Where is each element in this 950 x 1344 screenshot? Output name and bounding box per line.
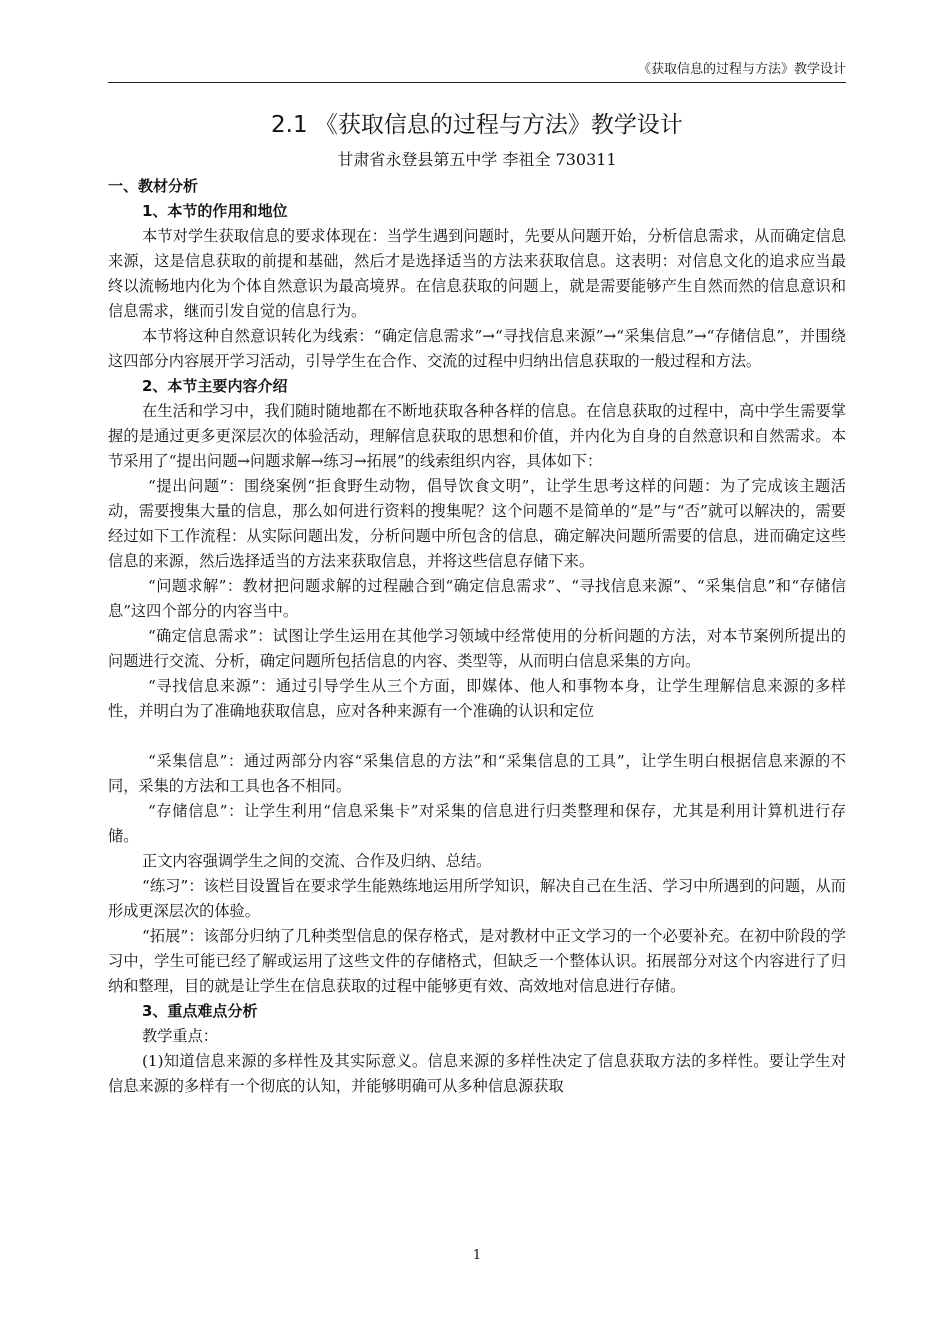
label-teaching-focus: 教学重点：: [142, 1027, 218, 1045]
paragraph: “采集信息”：通过两部分内容“采集信息的方法”和“采集信息的工具”，让学生明白根据信息来源的不同，采集的方法和工具也各不相同。: [108, 752, 846, 795]
paragraph: “存储信息”：让学生利用“信息采集卡”对采集的信息进行归类整理和保存，尤其是利用计算机进行存储。: [108, 802, 846, 845]
paragraph: 在生活和学习中，我们随时随地都在不断地获取各种各样的信息。在信息获取的过程中，高中学生需要掌握的是通过更多更深层次的体验活动，理解信息获取的思想和价值，并内化为自身的自然意识和自然需求。本节采用了“提出问题→问题求解→练习→拓展”的线索组织内容，具体如下：: [108, 402, 846, 470]
paragraph: (1)知道信息来源的多样性及其实际意义。信息来源的多样性决定了信息获取方法的多样性。要让学生对信息来源的多样有一个彻底的认知，并能够明确可从多种信息源获取: [108, 1052, 846, 1095]
paragraph: “练习”：该栏目设置旨在要求学生能熟练地运用所学知识，解决自己在生活、学习中所遇到的问题，从而形成更深层次的体验。: [108, 877, 846, 920]
document-body: [108, 174, 846, 1099]
subsection-heading-1-3: 3、重点难点分析: [142, 1002, 258, 1020]
page-number: 1: [472, 1248, 482, 1263]
paragraph: 本节对学生获取信息的要求体现在：当学生遇到问题时，先要从问题开始，分析信息需求，从而确定信息来源，这是信息获取的前提和基础，然后才是选择适当的方法来获取信息。这表明：对信息文化的追求应当最终以流畅地内化为个体自然意识为最高境界。在信息获取的问题上，就是需要能够产生自然而然的信息意识和信息需求，继而引发自觉的信息行为。: [108, 227, 846, 320]
paragraph: “问题求解”：教材把问题求解的过程融合到“确定信息需求”、“寻找信息来源”、“采集信息”和“存储信息”这四个部分的内容当中。: [108, 577, 846, 620]
running-header: 《获取信息的过程与方法》教学设计: [637, 62, 846, 77]
paragraph: 正文内容强调学生之间的交流、合作及归纳、总结。: [142, 852, 492, 870]
paragraph: “提出问题”：围绕案例“拒食野生动物，倡导饮食文明”，让学生思考这样的问题：为了完成该主题活动，需要搜集大量的信息，那么如何进行资料的搜集呢？这个问题不是简单的“是”与“否”就可以解决的，需要经过如下工作流程：从实际问题出发，分析问题中所包含的信息，确定解决问题所需要的信息，进而确定这些信息的来源，然后选择适当的方法来获取信息，并将这些信息存储下来。: [108, 477, 846, 570]
paragraph: 本节将这种自然意识转化为线索：“确定信息需求”→“寻找信息来源”→“采集信息”→“存储信息”，并围绕这四部分内容展开学习活动，引导学生在合作、交流的过程中归纳出信息获取的一般过程和方法。: [108, 327, 846, 370]
subsection-heading-1-1: 1、本节的作用和地位: [142, 202, 288, 220]
paragraph: “寻找信息来源”：通过引导学生从三个方面，即媒体、他人和事物本身，让学生理解信息来源的多样性，并明白为了准确地获取信息，应对各种来源有一个准确的认识和定位: [108, 677, 846, 720]
section-heading-1: 一、教材分析: [108, 177, 199, 195]
header-divider: [108, 82, 846, 83]
subsection-heading-1-2: 2、本节主要内容介绍: [142, 377, 288, 395]
document-title: 2.1 《获取信息的过程与方法》教学设计: [271, 112, 683, 138]
author-line: 甘肃省永登县第五中学 李祖全 730311: [337, 150, 617, 169]
paragraph: “确定信息需求”：试图让学生运用在其他学习领域中经常使用的分析问题的方法，对本节案例所提出的问题进行交流、分析，确定问题所包括信息的内容、类型等，从而明白信息采集的方向。: [108, 627, 846, 670]
blank-line: [108, 724, 846, 749]
paragraph: “拓展”：该部分归纳了几种类型信息的保存格式，是对教材中正文学习的一个必要补充。在初中阶段的学习中，学生可能已经了解或运用了这些文件的存储格式，但缺乏一个整体认识。拓展部分对这个内容进行了归纳和整理，目的就是让学生在信息获取的过程中能够更有效、高效地对信息进行存储。: [108, 927, 846, 995]
